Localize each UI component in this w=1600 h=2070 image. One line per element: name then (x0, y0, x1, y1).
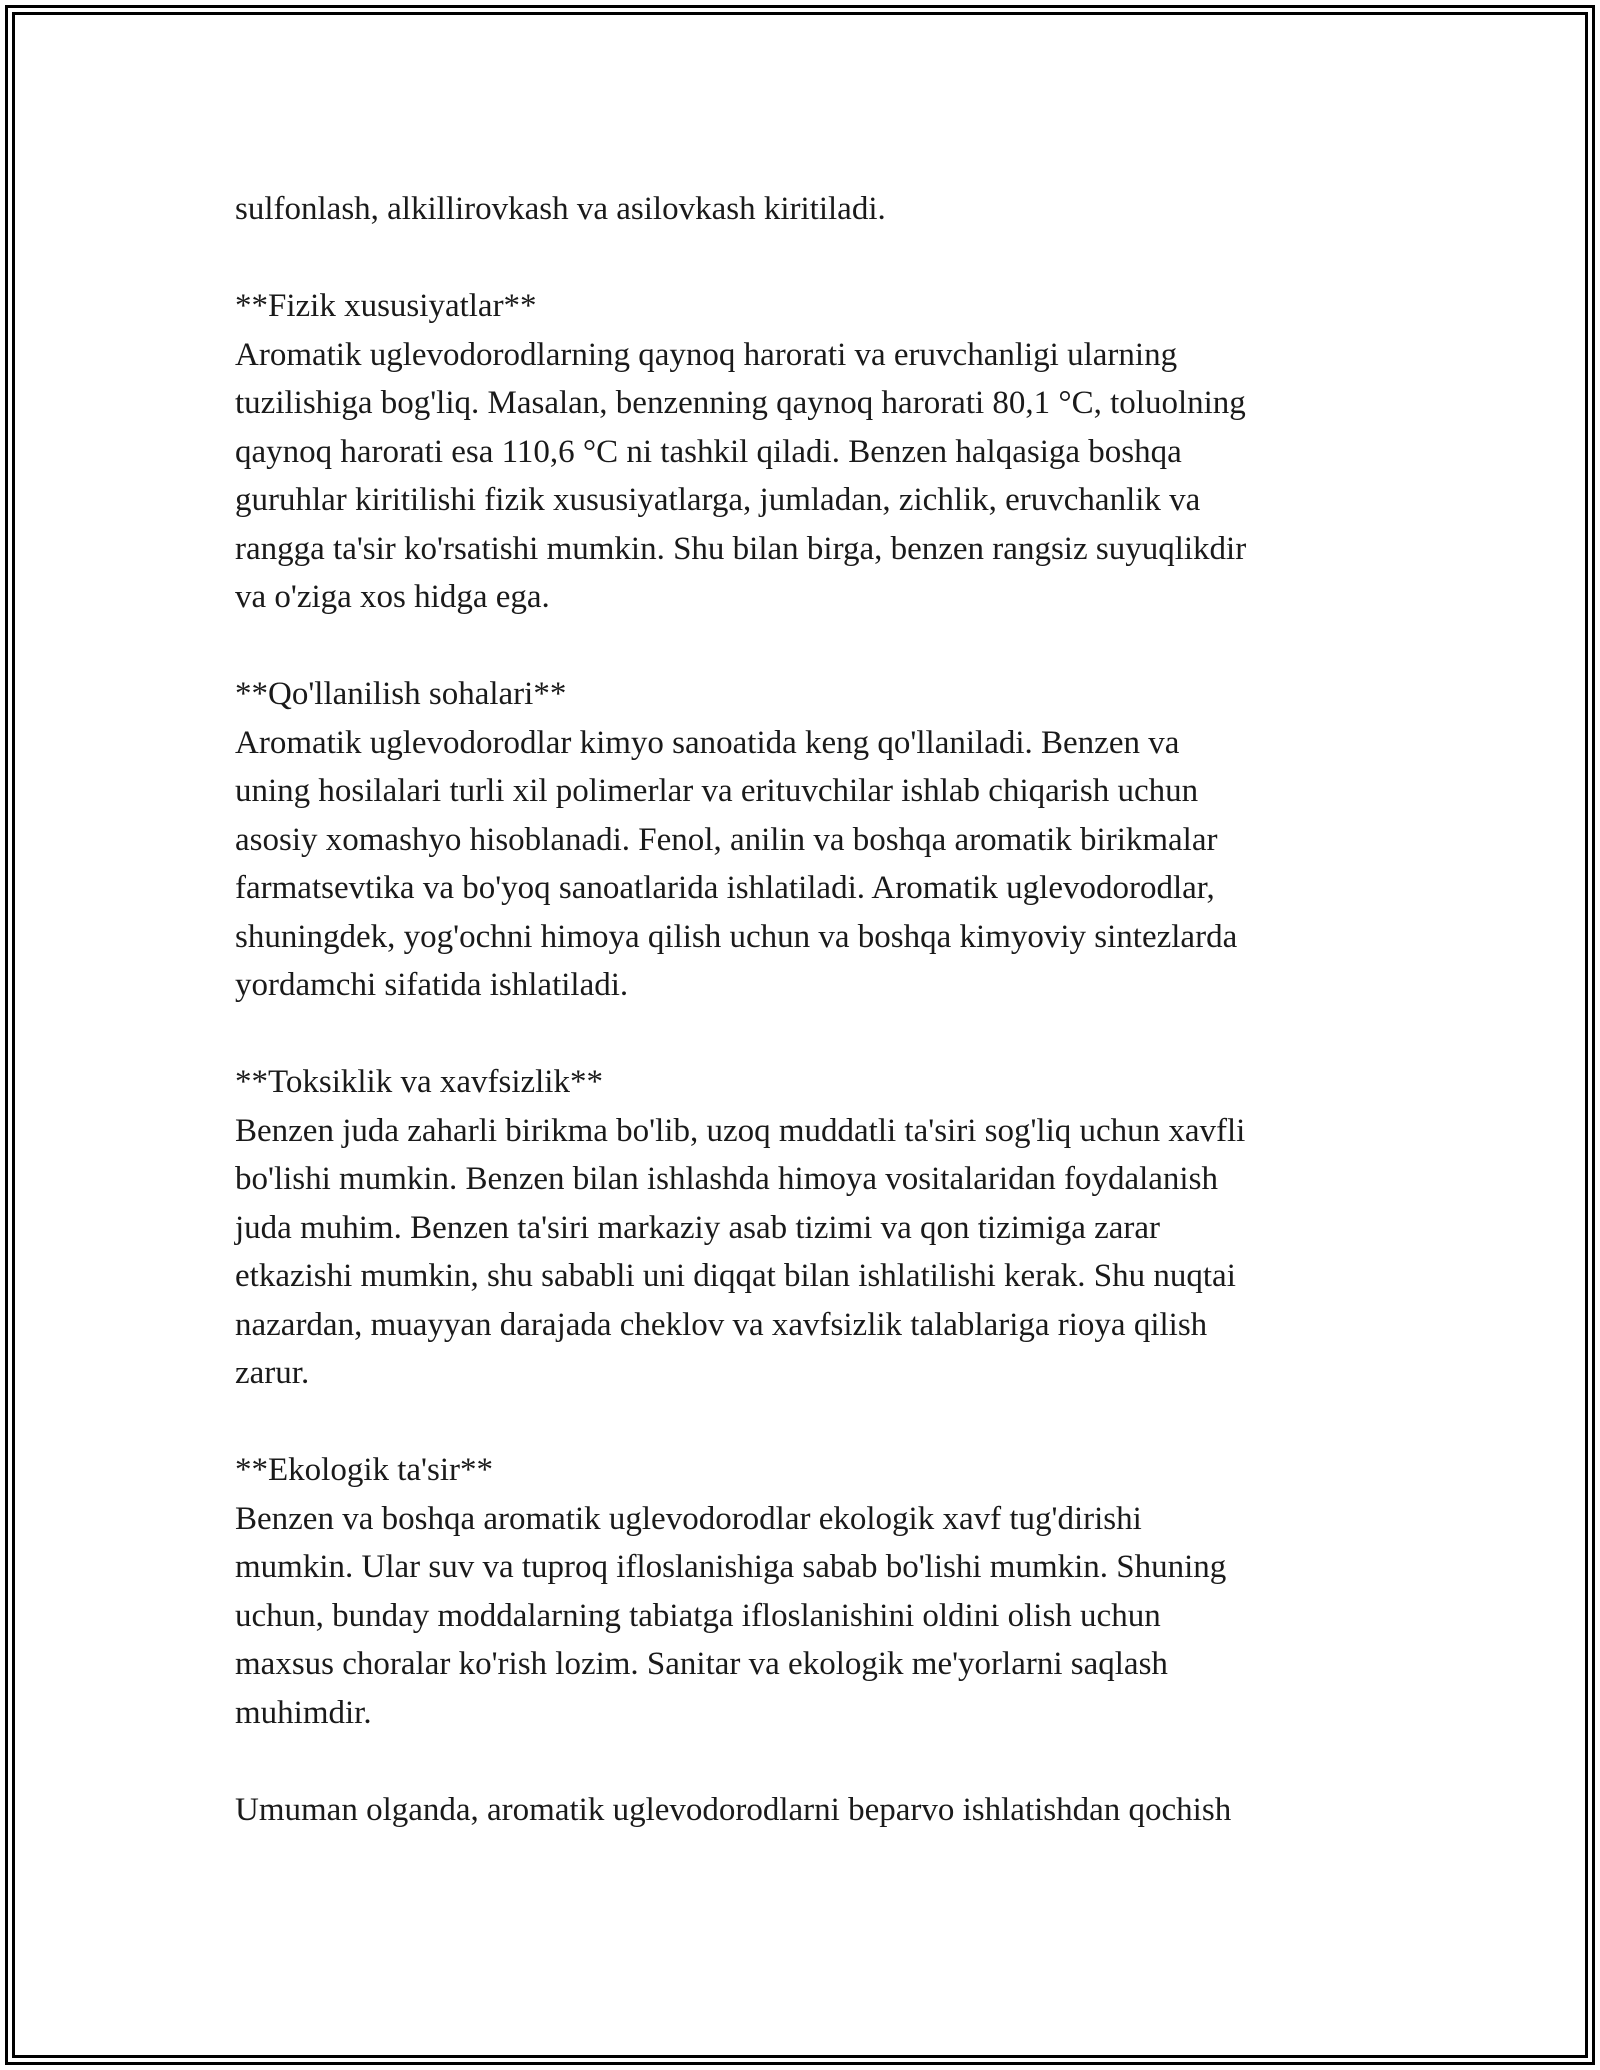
closing-paragraph (235, 1786, 1385, 1835)
text-line: mumkin. Ular suv va tuproq ifloslanishiga sabab bo'lishi mumkin. Shuning (235, 1549, 1227, 1585)
text-line: uchun, bunday moddalarning tabiatga ifloslanishini oldini olish uchun (235, 1597, 1161, 1634)
text-line: etkazishi mumkin, shu sababli uni diqqat bilan ishlatilishi kerak. Shu nuqtai (235, 1258, 1236, 1294)
text-line: shuningdek, yog'ochni himoya qilish uchun va boshqa kimyoviy sintezlarda (235, 918, 1238, 955)
text-line: juda muhim. Benzen ta'siri markaziy asab tizimi va qon tizimiga zarar (235, 1209, 1161, 1246)
section-applications (235, 670, 1385, 1010)
text-line: nazardan, muayyan darajada cheklov va xavfsizlik talablariga rioya qilish (235, 1306, 1208, 1343)
text-line: asosiy xomashyo hisoblanadi. Fenol, anilin va boshqa aromatik birikmalar (235, 821, 1218, 858)
text-line: zarur. (235, 1355, 310, 1391)
document-body (235, 185, 1385, 1883)
section-heading: **Ekologik ta'sir** (235, 1452, 494, 1488)
text-line: uning hosilalari turli xil polimerlar va erituvchilar ishlab chiqarish uchun (235, 773, 1199, 809)
text-line: rangga ta'sir ko'rsatishi mumkin. Shu bilan birga, benzen rangsiz suyuqlikdir (235, 530, 1247, 567)
section-physical-properties (235, 282, 1385, 622)
text-line: yordamchi sifatida ishlatiladi. (235, 967, 629, 1003)
text-line: bo'lishi mumkin. Benzen bilan ishlashda himoya vositalaridan foydalanish (235, 1161, 1218, 1197)
text-line: muhimdir. (235, 1694, 372, 1731)
section-heading: **Qo'llanilish sohalari** (235, 676, 567, 712)
text-line: tuzilishiga bog'liq. Masalan, benzenning qaynoq harorati 80,1 °C, toluolning (235, 385, 1246, 421)
text-line: guruhlar kiritilishi fizik xususiyatlarga, jumladan, zichlik, eruvchanlik va (235, 482, 1201, 518)
text-line: Umuman olganda, aromatik uglevodorodlarni beparvo ishlatishdan qochish (235, 1791, 1232, 1828)
text-line: Aromatik uglevodorodlarning qaynoq harorati va eruvchanligi ularning (235, 336, 1178, 373)
text-line: qaynoq harorati esa 110,6 °C ni tashkil qiladi. Benzen halqasiga boshqa (235, 433, 1182, 470)
section-heading: **Toksiklik va xavfsizlik** (235, 1064, 603, 1100)
text-line: farmatsevtika va bo'yoq sanoatlarida ishlatiladi. Aromatik uglevodorodlar, (235, 870, 1215, 906)
section-heading: **Fizik xususiyatlar** (235, 288, 537, 324)
section-ecological-impact (235, 1446, 1385, 1737)
text-line: va o'ziga xos hidga ega. (235, 579, 550, 615)
intro-paragraph (235, 185, 1385, 234)
section-toxicity-safety (235, 1058, 1385, 1398)
text-line: Benzen juda zaharli birikma bo'lib, uzoq muddatli ta'siri sog'liq uchun xavfli (235, 1112, 1246, 1149)
text-line: Aromatik uglevodorodlar kimyo sanoatida keng qo'llaniladi. Benzen va (235, 724, 1180, 761)
text-line: Benzen va boshqa aromatik uglevodorodlar ekologik xavf tug'dirishi (235, 1500, 1142, 1537)
text-line: maxsus choralar ko'rish lozim. Sanitar va ekologik me'yorlarni saqlash (235, 1646, 1168, 1682)
text-line: sulfonlash, alkillirovkash va asilovkash kiritiladi. (235, 191, 886, 227)
